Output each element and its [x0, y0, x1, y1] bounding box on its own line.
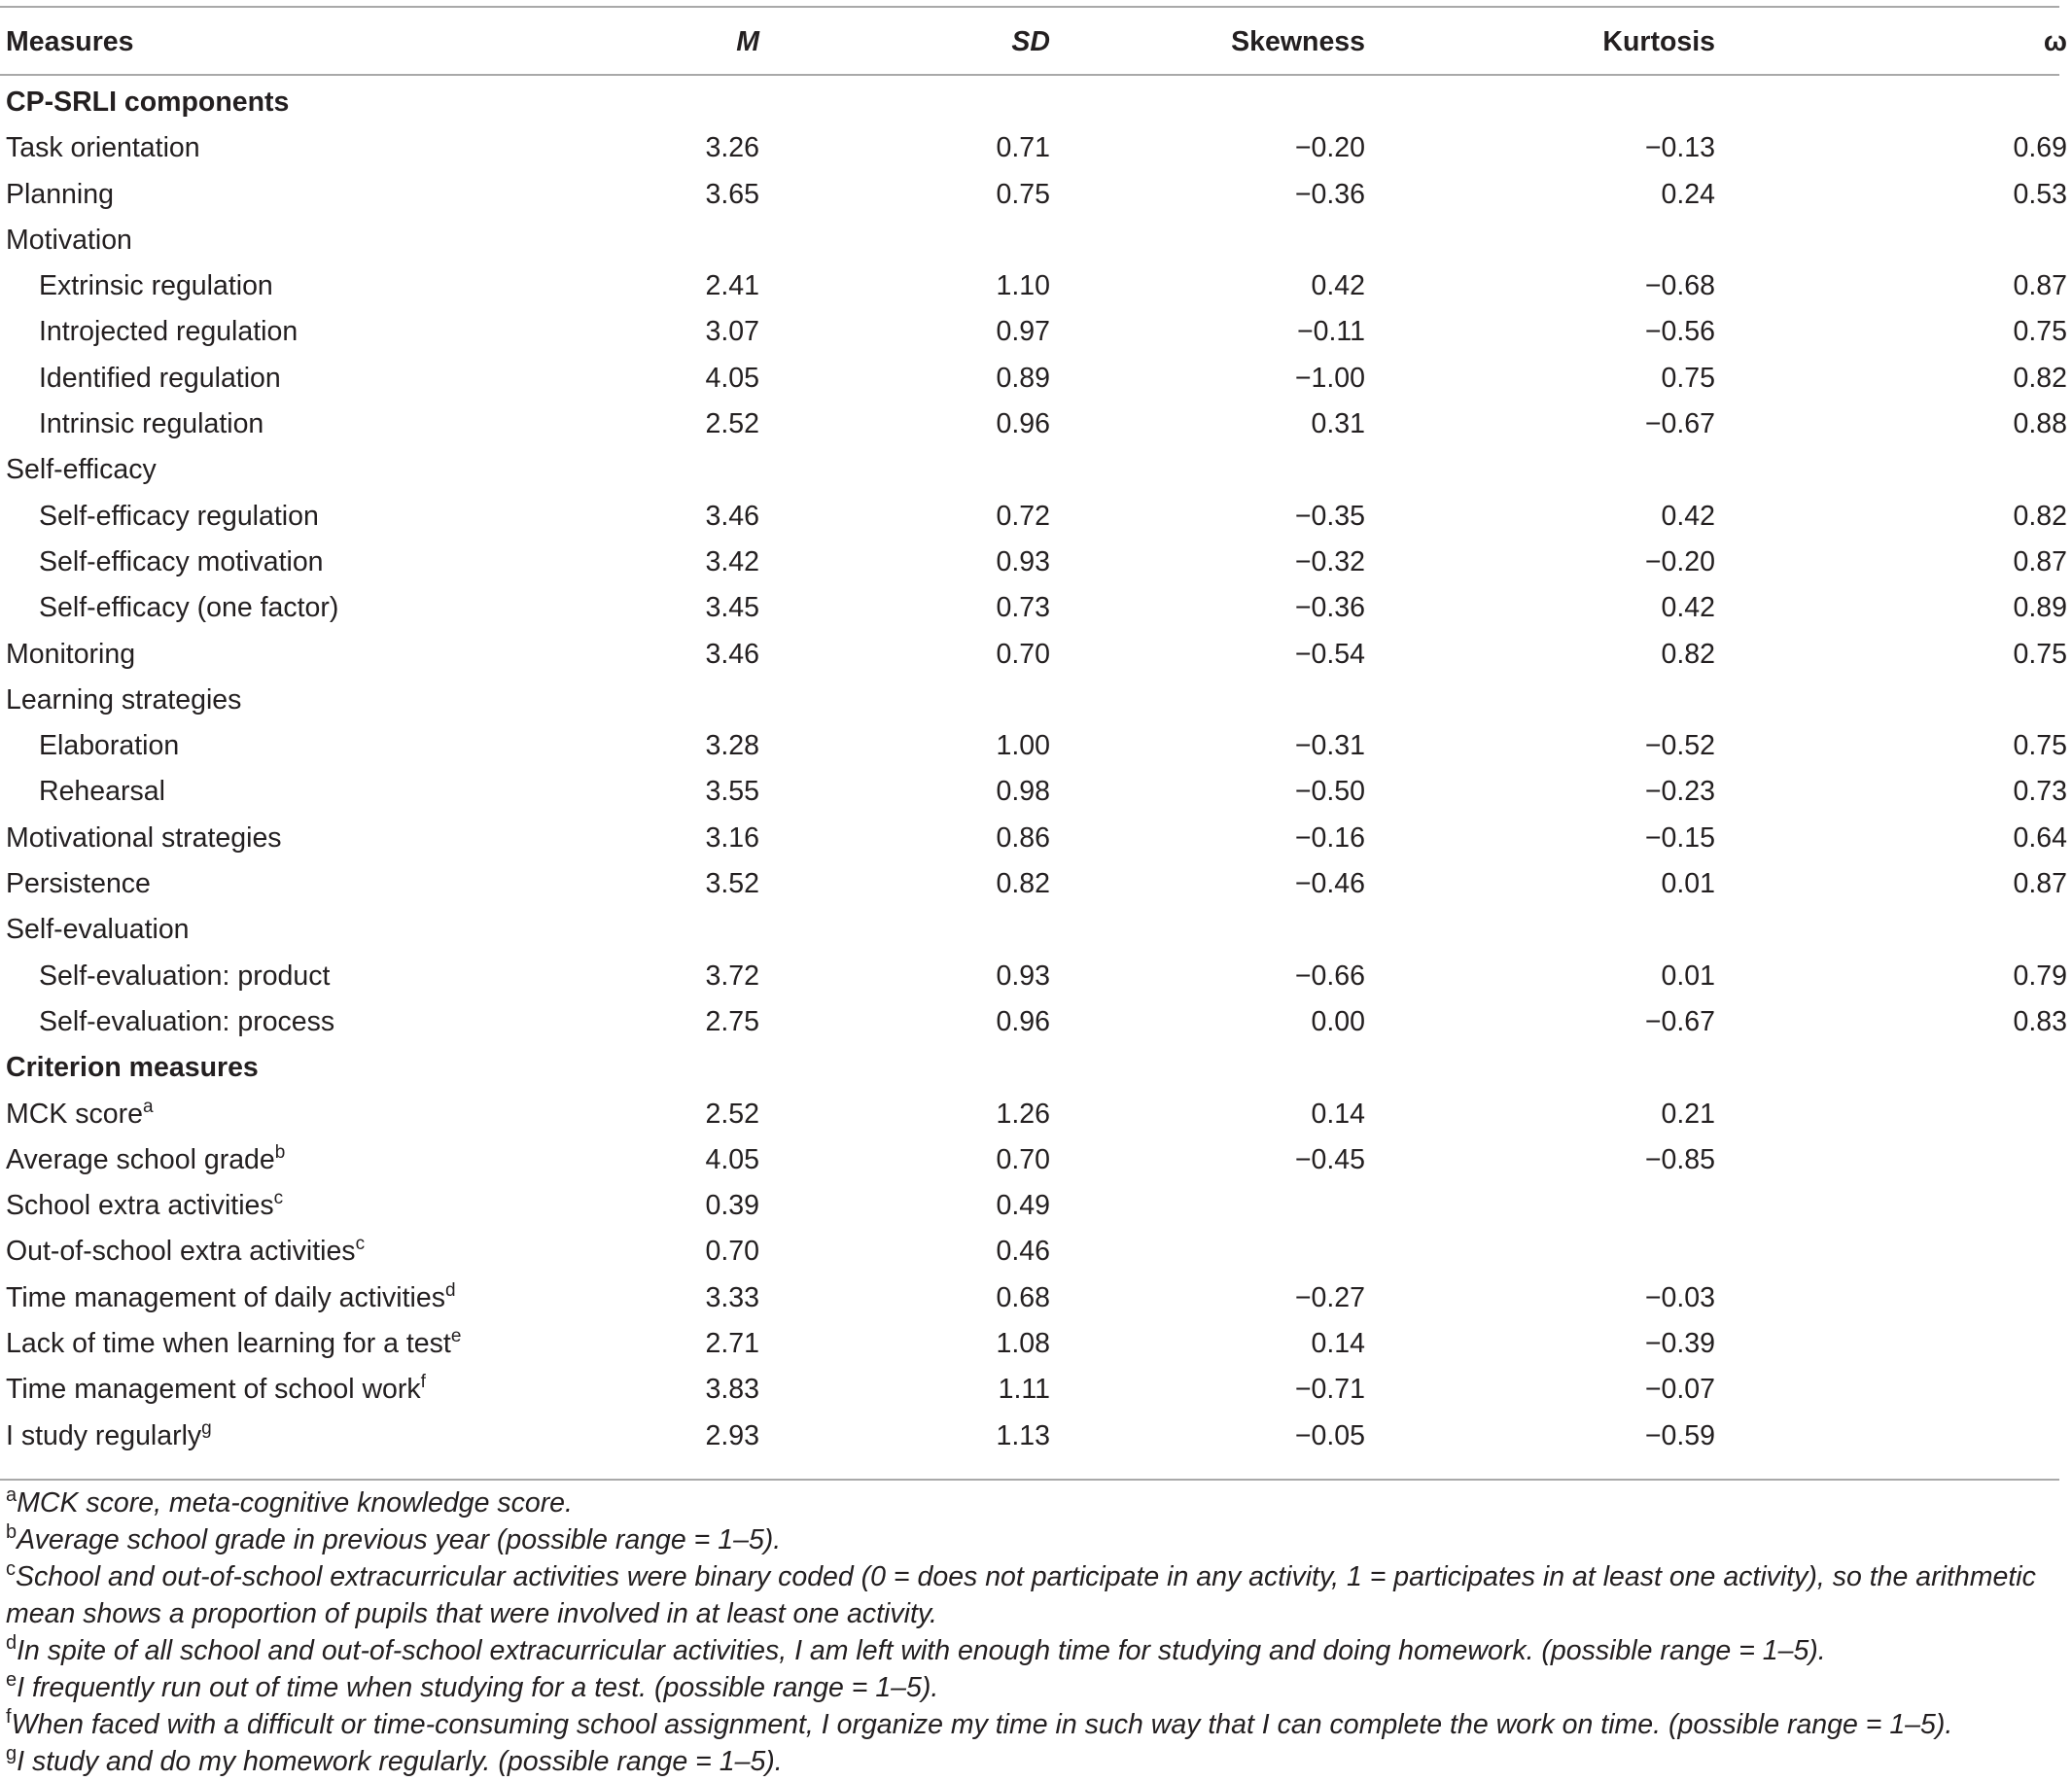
footnote-mark: d [6, 1632, 18, 1654]
mean-cell: 3.46 [705, 638, 759, 670]
omega-cell: 0.53 [2013, 178, 2067, 210]
table-row [0, 999, 2072, 1045]
kurtosis-cell: −0.39 [1644, 1328, 1715, 1360]
skewness-cell: −0.45 [1294, 1143, 1365, 1175]
kurtosis-cell: 0.75 [1661, 362, 1715, 394]
measure-label [0, 678, 531, 723]
sd-cell [759, 678, 1050, 723]
kurtosis-cell: 0.42 [1661, 500, 1715, 532]
mean-cell: 3.33 [705, 1281, 759, 1313]
footnote-text: MCK score, meta-cognitive knowledge score. [17, 1487, 573, 1519]
sd-cell [759, 447, 1050, 493]
kurtosis-cell: 0.21 [1661, 1098, 1715, 1130]
measure-label [0, 1183, 531, 1229]
omega-cell: 0.88 [2013, 408, 2067, 440]
kurtosis-cell [1365, 1183, 1715, 1229]
omega-cell: 0.82 [2013, 362, 2067, 394]
sd-cell: 0.82 [996, 868, 1050, 900]
sd-cell: 0.89 [996, 362, 1050, 394]
footnote [6, 1558, 2057, 1632]
table-row [0, 1092, 2072, 1137]
measure-name: Planning [6, 178, 114, 210]
omega-cell [1715, 678, 2072, 723]
table-row [0, 309, 2072, 355]
measure-name: Introjected regulation [39, 316, 299, 348]
omega-cell [1715, 907, 2072, 953]
mean-cell: 3.52 [705, 868, 759, 900]
measure-label [0, 172, 531, 218]
sd-cell: 0.68 [996, 1281, 1050, 1313]
sd-cell: 0.93 [996, 545, 1050, 577]
measure-name: Time management of school work [6, 1374, 421, 1406]
omega-cell: 0.75 [2013, 316, 2067, 348]
skewness-cell: 0.42 [1311, 270, 1365, 302]
section-label: CP-SRLI components [6, 87, 290, 118]
kurtosis-cell: 0.42 [1661, 592, 1715, 624]
table-row [0, 585, 2072, 631]
table-row [0, 769, 2072, 815]
mean-cell: 4.05 [705, 362, 759, 394]
section-row [0, 1045, 2072, 1091]
measure-name: Learning strategies [6, 683, 242, 716]
measure-label [0, 540, 531, 585]
skewness-cell [1050, 907, 1365, 953]
sd-cell: 0.75 [996, 178, 1050, 210]
mean-cell: 3.65 [705, 178, 759, 210]
skewness-cell: 0.00 [1311, 1005, 1365, 1037]
mean-cell: 2.93 [705, 1419, 759, 1451]
mean-cell: 3.72 [705, 960, 759, 992]
footnote-marker: e [450, 1326, 462, 1347]
footnote-mark: g [6, 1743, 18, 1764]
mean-cell: 3.46 [705, 500, 759, 532]
measure-name: Self-efficacy (one factor) [39, 592, 339, 624]
measure-label [0, 1229, 531, 1275]
header-measures: Measures [6, 26, 134, 57]
kurtosis-cell: −0.13 [1644, 132, 1715, 164]
header-row [0, 4, 2072, 80]
mean-cell: 3.16 [705, 821, 759, 854]
footnote-marker: g [201, 1417, 212, 1439]
kurtosis-cell: 0.01 [1661, 868, 1715, 900]
omega-cell: 0.79 [2013, 960, 2067, 992]
measure-label [0, 494, 531, 540]
mean-cell: 0.39 [705, 1190, 759, 1222]
table-row [0, 1321, 2072, 1367]
skewness-cell: −0.50 [1294, 776, 1365, 808]
kurtosis-cell: −0.07 [1644, 1374, 1715, 1406]
omega-cell: 0.83 [2013, 1005, 2067, 1037]
omega-cell: 0.64 [2013, 821, 2067, 854]
skewness-cell: 0.31 [1311, 408, 1365, 440]
footnotes [0, 1484, 2057, 1780]
measure-label [0, 218, 531, 263]
footnote-marker: c [273, 1188, 284, 1209]
table-row [0, 632, 2072, 678]
omega-cell: 0.82 [2013, 500, 2067, 532]
mean-cell: 0.70 [705, 1236, 759, 1268]
skewness-cell: −0.31 [1294, 730, 1365, 762]
omega-cell: 0.87 [2013, 868, 2067, 900]
sd-cell: 0.70 [996, 1143, 1050, 1175]
sd-cell: 0.71 [996, 132, 1050, 164]
omega-cell: 0.75 [2013, 638, 2067, 670]
measure-name: Elaboration [39, 730, 180, 762]
footnote-marker: d [444, 1279, 456, 1301]
table-row [0, 125, 2072, 171]
omega-cell [1715, 447, 2072, 493]
footnote-mark: e [6, 1669, 18, 1691]
header-sd: SD [1011, 26, 1050, 57]
skewness-cell: −0.16 [1294, 821, 1365, 854]
measure-label [0, 769, 531, 815]
omega-cell [1715, 1321, 2072, 1367]
skewness-cell: 0.14 [1311, 1328, 1365, 1360]
skewness-cell: −0.05 [1294, 1419, 1365, 1451]
measure-name: Self-efficacy regulation [39, 500, 319, 532]
omega-cell [1715, 1092, 2072, 1137]
table-row [0, 861, 2072, 907]
measure-label [0, 816, 531, 861]
footnote-marker: b [274, 1141, 286, 1163]
sd-cell: 0.98 [996, 776, 1050, 808]
table-row [0, 678, 2072, 723]
table-body [0, 80, 2072, 1459]
measure-label [0, 907, 531, 953]
section-row [0, 80, 2072, 125]
footnote [6, 1706, 2057, 1743]
measure-label [0, 999, 531, 1045]
skewness-cell [1050, 447, 1365, 493]
measure-name: Self-efficacy motivation [39, 545, 324, 577]
kurtosis-cell: −0.20 [1644, 545, 1715, 577]
measure-label [0, 1367, 531, 1413]
table-row [0, 218, 2072, 263]
measure-name: Out-of-school extra activities [6, 1236, 356, 1268]
measure-name: Monitoring [6, 638, 136, 670]
table-row [0, 723, 2072, 769]
kurtosis-cell: −0.23 [1644, 776, 1715, 808]
measure-name: Extrinsic regulation [39, 270, 273, 302]
skewness-cell: −0.32 [1294, 545, 1365, 577]
sd-cell: 0.93 [996, 960, 1050, 992]
section-label: Criterion measures [6, 1052, 259, 1084]
skewness-cell: −0.20 [1294, 132, 1365, 164]
table-row [0, 1367, 2072, 1413]
measure-name: Self-evaluation: process [39, 1005, 335, 1037]
measure-name: Time management of daily activities [6, 1281, 445, 1313]
footnote-mark: a [6, 1484, 18, 1506]
footnote-mark: b [6, 1521, 18, 1543]
kurtosis-cell: −0.67 [1644, 408, 1715, 440]
sd-cell: 0.49 [996, 1190, 1050, 1222]
mean-cell: 2.71 [705, 1328, 759, 1360]
table-row [0, 172, 2072, 218]
header-mean: M [736, 26, 759, 57]
mean-cell: 2.52 [705, 408, 759, 440]
measure-label [0, 309, 531, 355]
mean-cell: 4.05 [705, 1143, 759, 1175]
table-row [0, 1137, 2072, 1183]
kurtosis-cell: 0.24 [1661, 178, 1715, 210]
measure-name: Self-efficacy [6, 454, 157, 486]
mean-cell: 2.41 [705, 270, 759, 302]
omega-cell: 0.87 [2013, 545, 2067, 577]
measure-name: School extra activities [6, 1190, 274, 1222]
measure-name: Self-evaluation [6, 914, 190, 946]
skewness-cell: −0.36 [1294, 592, 1365, 624]
measure-label [0, 356, 531, 402]
sd-cell [759, 218, 1050, 263]
bottom-rule [0, 1479, 2059, 1481]
table-row [0, 907, 2072, 953]
table-row [0, 1183, 2072, 1229]
footnote-text: School and out-of-school extracurricular activities were binary coded (0 = does not participate in any activity, 1 = participates in at least one activity), so the arithmetic mean shows a proportion of pupils that were involved in at least one activity. [6, 1561, 2036, 1629]
table-row [0, 1275, 2072, 1321]
measure-name: Persistence [6, 868, 151, 900]
skewness-cell: −0.71 [1294, 1374, 1365, 1406]
table-row [0, 263, 2072, 309]
measure-label [0, 1092, 531, 1137]
mean-cell [531, 907, 759, 953]
kurtosis-cell: −0.59 [1644, 1419, 1715, 1451]
table-row [0, 356, 2072, 402]
table-row [0, 447, 2072, 493]
measure-name: Motivational strategies [6, 821, 282, 854]
mean-cell: 3.07 [705, 316, 759, 348]
measure-name: Motivation [6, 224, 132, 256]
skewness-cell: −0.66 [1294, 960, 1365, 992]
sd-cell [759, 907, 1050, 953]
footnote-text: I study and do my homework regularly. (possible range = 1–5). [17, 1746, 783, 1777]
kurtosis-cell: −0.68 [1644, 270, 1715, 302]
mean-cell: 3.28 [705, 730, 759, 762]
mean-cell: 3.26 [705, 132, 759, 164]
statistics-table [0, 4, 2072, 1459]
measure-name: Self-evaluation: product [39, 960, 331, 992]
skewness-cell: −0.35 [1294, 500, 1365, 532]
table-row [0, 402, 2072, 447]
omega-cell: 0.87 [2013, 270, 2067, 302]
header-skewness: Skewness [1231, 26, 1365, 57]
sd-cell: 1.10 [996, 270, 1050, 302]
table-row [0, 1414, 2072, 1459]
measure-label [0, 1275, 531, 1321]
omega-cell [1715, 1137, 2072, 1183]
mean-cell: 3.45 [705, 592, 759, 624]
sd-cell: 1.13 [996, 1419, 1050, 1451]
footnote-marker: c [355, 1234, 366, 1255]
kurtosis-cell: −0.56 [1644, 316, 1715, 348]
kurtosis-cell [1365, 1229, 1715, 1275]
kurtosis-cell: −0.52 [1644, 730, 1715, 762]
sd-cell: 0.72 [996, 500, 1050, 532]
measure-name: I study regularly [6, 1419, 202, 1451]
measure-label [0, 585, 531, 631]
footnote [6, 1632, 2057, 1669]
footnote-marker: f [420, 1372, 426, 1393]
skewness-cell: −0.46 [1294, 868, 1365, 900]
omega-cell: 0.89 [2013, 592, 2067, 624]
sd-cell: 0.86 [996, 821, 1050, 854]
measure-label [0, 1414, 531, 1459]
measure-label [0, 402, 531, 447]
measure-name: Identified regulation [39, 362, 281, 394]
omega-cell: 0.69 [2013, 132, 2067, 164]
mean-cell: 2.75 [705, 1005, 759, 1037]
kurtosis-cell [1365, 678, 1715, 723]
table-row [0, 494, 2072, 540]
measure-label [0, 125, 531, 171]
kurtosis-cell: −0.67 [1644, 1005, 1715, 1037]
omega-cell [1715, 218, 2072, 263]
measure-label [0, 632, 531, 678]
footnote-text: In spite of all school and out-of-school extracurricular activities, I am left with enough time for studying and doing homework. (possible range = 1–5). [17, 1635, 1826, 1666]
measure-name: Task orientation [6, 132, 200, 164]
mean-cell [531, 447, 759, 493]
footnote [6, 1743, 2057, 1780]
skewness-cell: −0.54 [1294, 638, 1365, 670]
measure-label [0, 861, 531, 907]
sd-cell: 1.11 [998, 1374, 1050, 1406]
measure-label [0, 1137, 531, 1183]
sd-cell: 1.26 [996, 1098, 1050, 1130]
mean-cell: 3.42 [705, 545, 759, 577]
skewness-cell: −0.36 [1294, 178, 1365, 210]
sd-cell: 1.00 [996, 730, 1050, 762]
skewness-cell: −0.27 [1294, 1281, 1365, 1313]
footnote-marker: a [142, 1096, 154, 1117]
kurtosis-cell: 0.01 [1661, 960, 1715, 992]
measure-name: Intrinsic regulation [39, 408, 264, 440]
sd-cell: 0.96 [996, 408, 1050, 440]
measure-name: Rehearsal [39, 776, 165, 808]
mean-cell: 3.83 [705, 1374, 759, 1406]
skewness-cell [1050, 1229, 1365, 1275]
skewness-cell: −1.00 [1294, 362, 1365, 394]
footnote [6, 1484, 2057, 1521]
measure-name: Lack of time when learning for a test [6, 1328, 451, 1360]
mean-cell: 3.55 [705, 776, 759, 808]
omega-cell [1715, 1367, 2072, 1413]
mean-cell: 2.52 [705, 1098, 759, 1130]
measure-name: Average school grade [6, 1143, 275, 1175]
kurtosis-cell: −0.03 [1644, 1281, 1715, 1313]
sd-cell: 0.70 [996, 638, 1050, 670]
table-row [0, 816, 2072, 861]
measure-label [0, 954, 531, 999]
footnote-mark: c [6, 1558, 16, 1580]
footnote [6, 1669, 2057, 1706]
table-row [0, 1229, 2072, 1275]
sd-cell: 0.73 [996, 592, 1050, 624]
measure-name: MCK score [6, 1098, 143, 1130]
omega-cell: 0.75 [2013, 730, 2067, 762]
sd-cell: 0.46 [996, 1236, 1050, 1268]
footnote-text: I frequently run out of time when studying for a test. (possible range = 1–5). [17, 1672, 939, 1703]
measure-label [0, 723, 531, 769]
kurtosis-cell [1365, 218, 1715, 263]
mean-cell [531, 678, 759, 723]
skewness-cell [1050, 678, 1365, 723]
table-row [0, 540, 2072, 585]
mean-cell [531, 218, 759, 263]
footnote-mark: f [6, 1706, 12, 1728]
sd-cell: 0.96 [996, 1005, 1050, 1037]
kurtosis-cell [1365, 907, 1715, 953]
measure-label [0, 447, 531, 493]
kurtosis-cell: −0.15 [1644, 821, 1715, 854]
sd-cell: 1.08 [996, 1328, 1050, 1360]
skewness-cell [1050, 218, 1365, 263]
footnote-text: Average school grade in previous year (possible range = 1–5). [17, 1524, 782, 1555]
table-row [0, 954, 2072, 999]
measure-label [0, 1321, 531, 1367]
header-omega: ω [2043, 26, 2067, 57]
kurtosis-cell: −0.85 [1644, 1143, 1715, 1175]
omega-cell: 0.73 [2013, 776, 2067, 808]
omega-cell [1715, 1275, 2072, 1321]
sd-cell: 0.97 [996, 316, 1050, 348]
omega-cell [1715, 1183, 2072, 1229]
kurtosis-cell [1365, 447, 1715, 493]
header-kurtosis: Kurtosis [1602, 26, 1715, 57]
skewness-cell: 0.14 [1311, 1098, 1365, 1130]
footnote-text: When faced with a difficult or time-consuming school assignment, I organize my time in such way that I can complete the work on time. (possible range = 1–5). [11, 1709, 1953, 1740]
kurtosis-cell: 0.82 [1661, 638, 1715, 670]
omega-cell [1715, 1229, 2072, 1275]
skewness-cell: −0.11 [1297, 316, 1365, 348]
skewness-cell [1050, 1183, 1365, 1229]
omega-cell [1715, 1414, 2072, 1459]
footnote [6, 1521, 2057, 1558]
measure-label [0, 263, 531, 309]
